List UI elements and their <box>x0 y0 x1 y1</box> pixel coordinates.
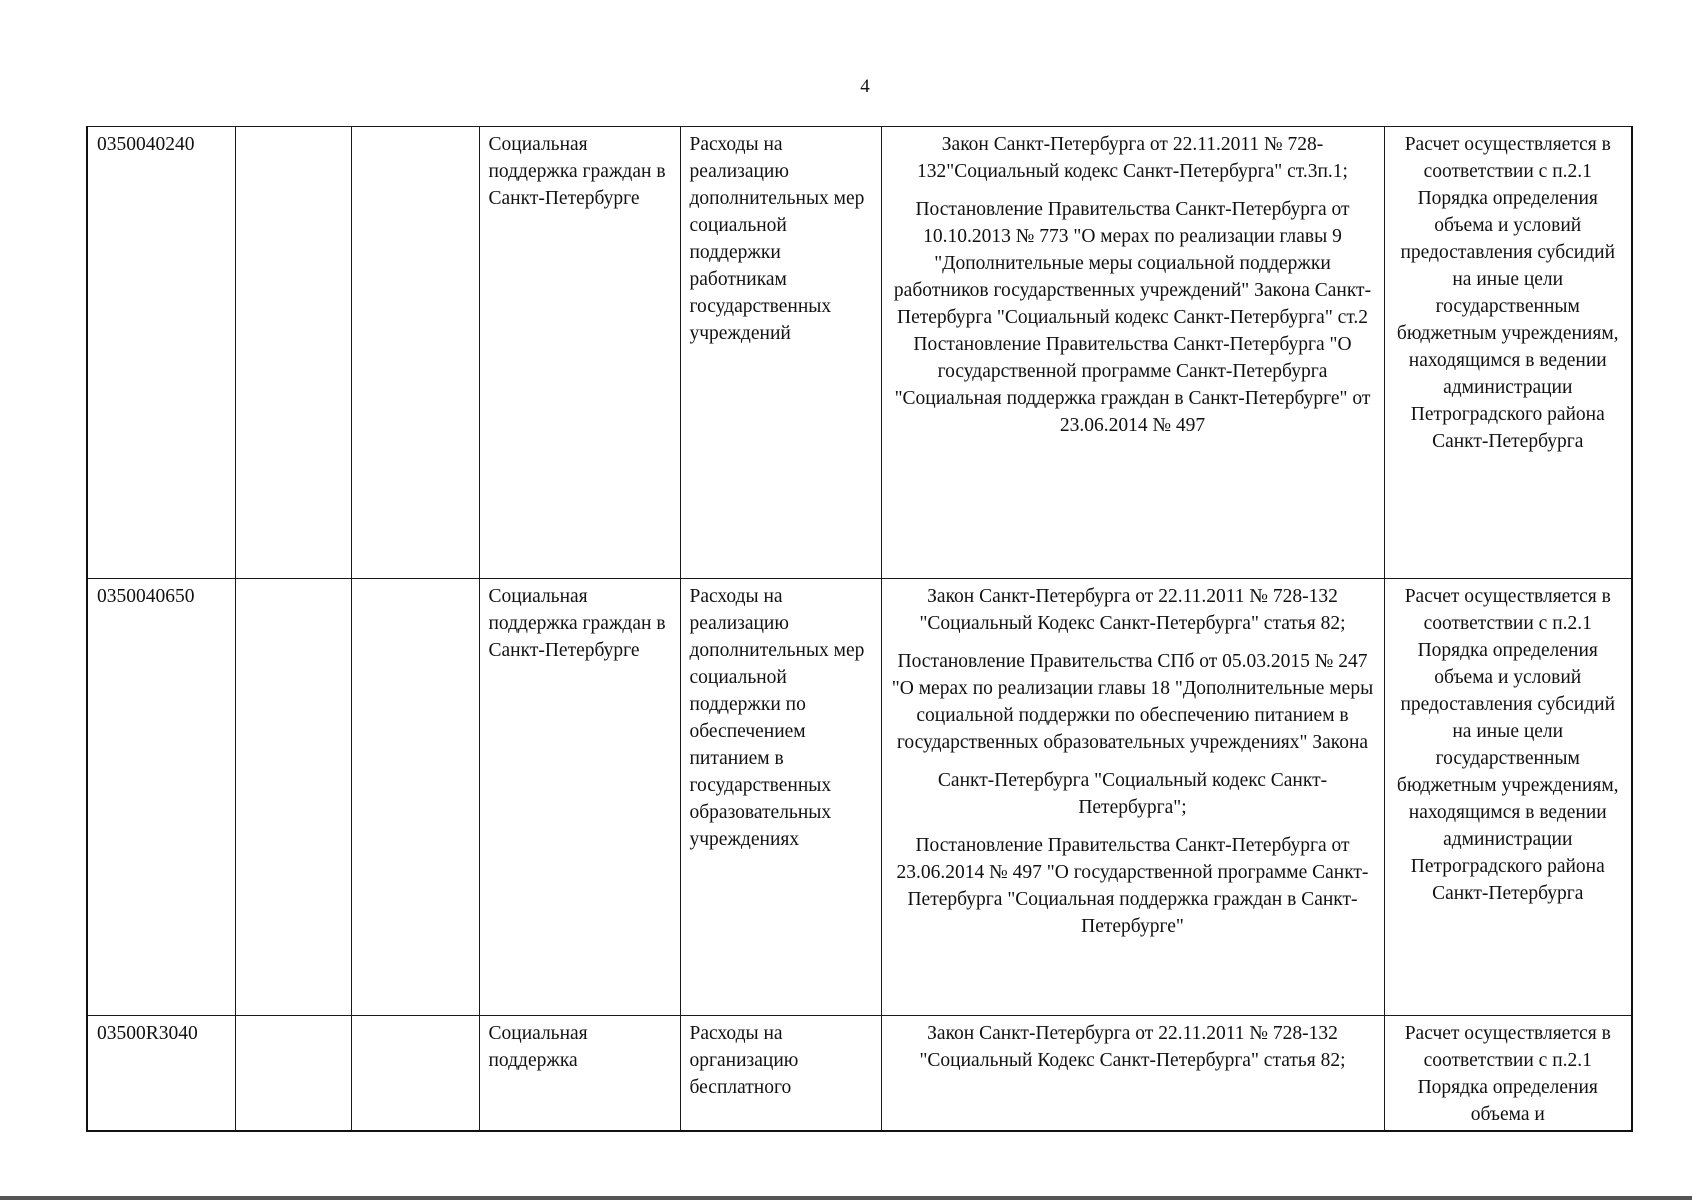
legal-basis-cell <box>881 127 1384 579</box>
legal-basis-paragraph: Закон Санкт-Петербурга от 22.11.2011 № 728-132"Социальный кодекс Санкт-Петербурга" ст.3п.1; <box>917 134 1348 182</box>
program-cell: Социальная поддержка <box>479 1016 680 1132</box>
page-number: 4 <box>860 76 870 97</box>
program-cell: Социальная поддержка граждан в Санкт-Петербурге <box>479 579 680 1016</box>
empty-cell <box>351 1016 479 1132</box>
purpose-cell: Расходы на реализацию дополнительных мер социальной поддержки работникам государственных учреждений <box>680 127 881 579</box>
legal-basis-paragraph: Закон Санкт-Петербурга от 22.11.2011 № 728-132 "Социальный Кодекс Санкт-Петербурга" статья 82; <box>919 586 1346 634</box>
legal-basis-cell <box>881 579 1384 1016</box>
legal-basis-paragraph: Постановление Правительства Санкт-Петербурга от 10.10.2013 № 773 "О мерах по реализации главы 9 "Дополнительные меры социальной поддержки работников государственных учреждений" Закона Санкт-Петербурга "Социальный кодекс Санкт-Петербурга" ст.2 Постановление Правительства Санкт-Петербурга "О государственной программе Санкт-Петербурга "Социальная поддержка граждан в Санкт-Петербурге" от 23.06.2014 № 497 <box>893 199 1372 436</box>
legal-basis-paragraph: Постановление Правительства Санкт-Петербурга от 23.06.2014 № 497 "О государственной программе Санкт-Петербурга "Социальная поддержка граждан в Санкт-Петербурге" <box>896 835 1369 937</box>
program-cell: Социальная поддержка граждан в Санкт-Петербурге <box>479 127 680 579</box>
legal-basis-paragraph: Постановление Правительства СПб от 05.03.2015 № 247 "О мерах по реализации главы 18 "Дополнительные меры социальной поддержки по обеспечению питанием в государственных образовательных учреждениях" Закона <box>891 651 1374 753</box>
legal-basis-cell <box>881 1016 1384 1132</box>
calculation-cell <box>1384 579 1632 1016</box>
calculation-cell <box>1384 1016 1632 1132</box>
code-cell: 03500R3040 <box>87 1016 235 1132</box>
budget-table <box>86 126 1633 1132</box>
empty-cell <box>235 127 351 579</box>
code-cell: 0350040650 <box>87 579 235 1016</box>
table-row <box>87 1016 1632 1132</box>
table-row <box>87 579 1632 1016</box>
empty-cell <box>235 579 351 1016</box>
purpose-cell: Расходы на реализацию дополнительных мер социальной поддержки по обеспечением питанием в государственных образовательных учреждениях <box>680 579 881 1016</box>
calculation-text: Расчет осуществляется в соответствии с п.2.1 Порядка определения объема и условий предоставления субсидий на иные цели государственным бюджетным учреждениям, находящимся в ведении администрации Петроградского района Санкт-Петербурга <box>1396 586 1619 904</box>
calculation-cell <box>1384 127 1632 579</box>
table-row <box>87 127 1632 579</box>
empty-cell <box>235 1016 351 1132</box>
purpose-cell: Расходы на организацию бесплатного <box>680 1016 881 1132</box>
calculation-text: Расчет осуществляется в соответствии с п.2.1 Порядка определения объема и <box>1404 1023 1611 1125</box>
empty-cell <box>351 579 479 1016</box>
scan-edge-divider <box>0 1196 1692 1200</box>
code-cell: 0350040240 <box>87 127 235 579</box>
empty-cell <box>351 127 479 579</box>
legal-basis-paragraph: Санкт-Петербурга "Социальный кодекс Санкт-Петербурга"; <box>937 770 1328 818</box>
legal-basis-paragraph: Закон Санкт-Петербурга от 22.11.2011 № 728-132 "Социальный Кодекс Санкт-Петербурга" статья 82; <box>919 1023 1346 1071</box>
calculation-text: Расчет осуществляется в соответствии с п.2.1 Порядка определения объема и условий предоставления субсидий на иные цели государственным бюджетным учреждениям, находящимся в ведении администрации Петроградского района Санкт-Петербурга <box>1396 134 1619 452</box>
